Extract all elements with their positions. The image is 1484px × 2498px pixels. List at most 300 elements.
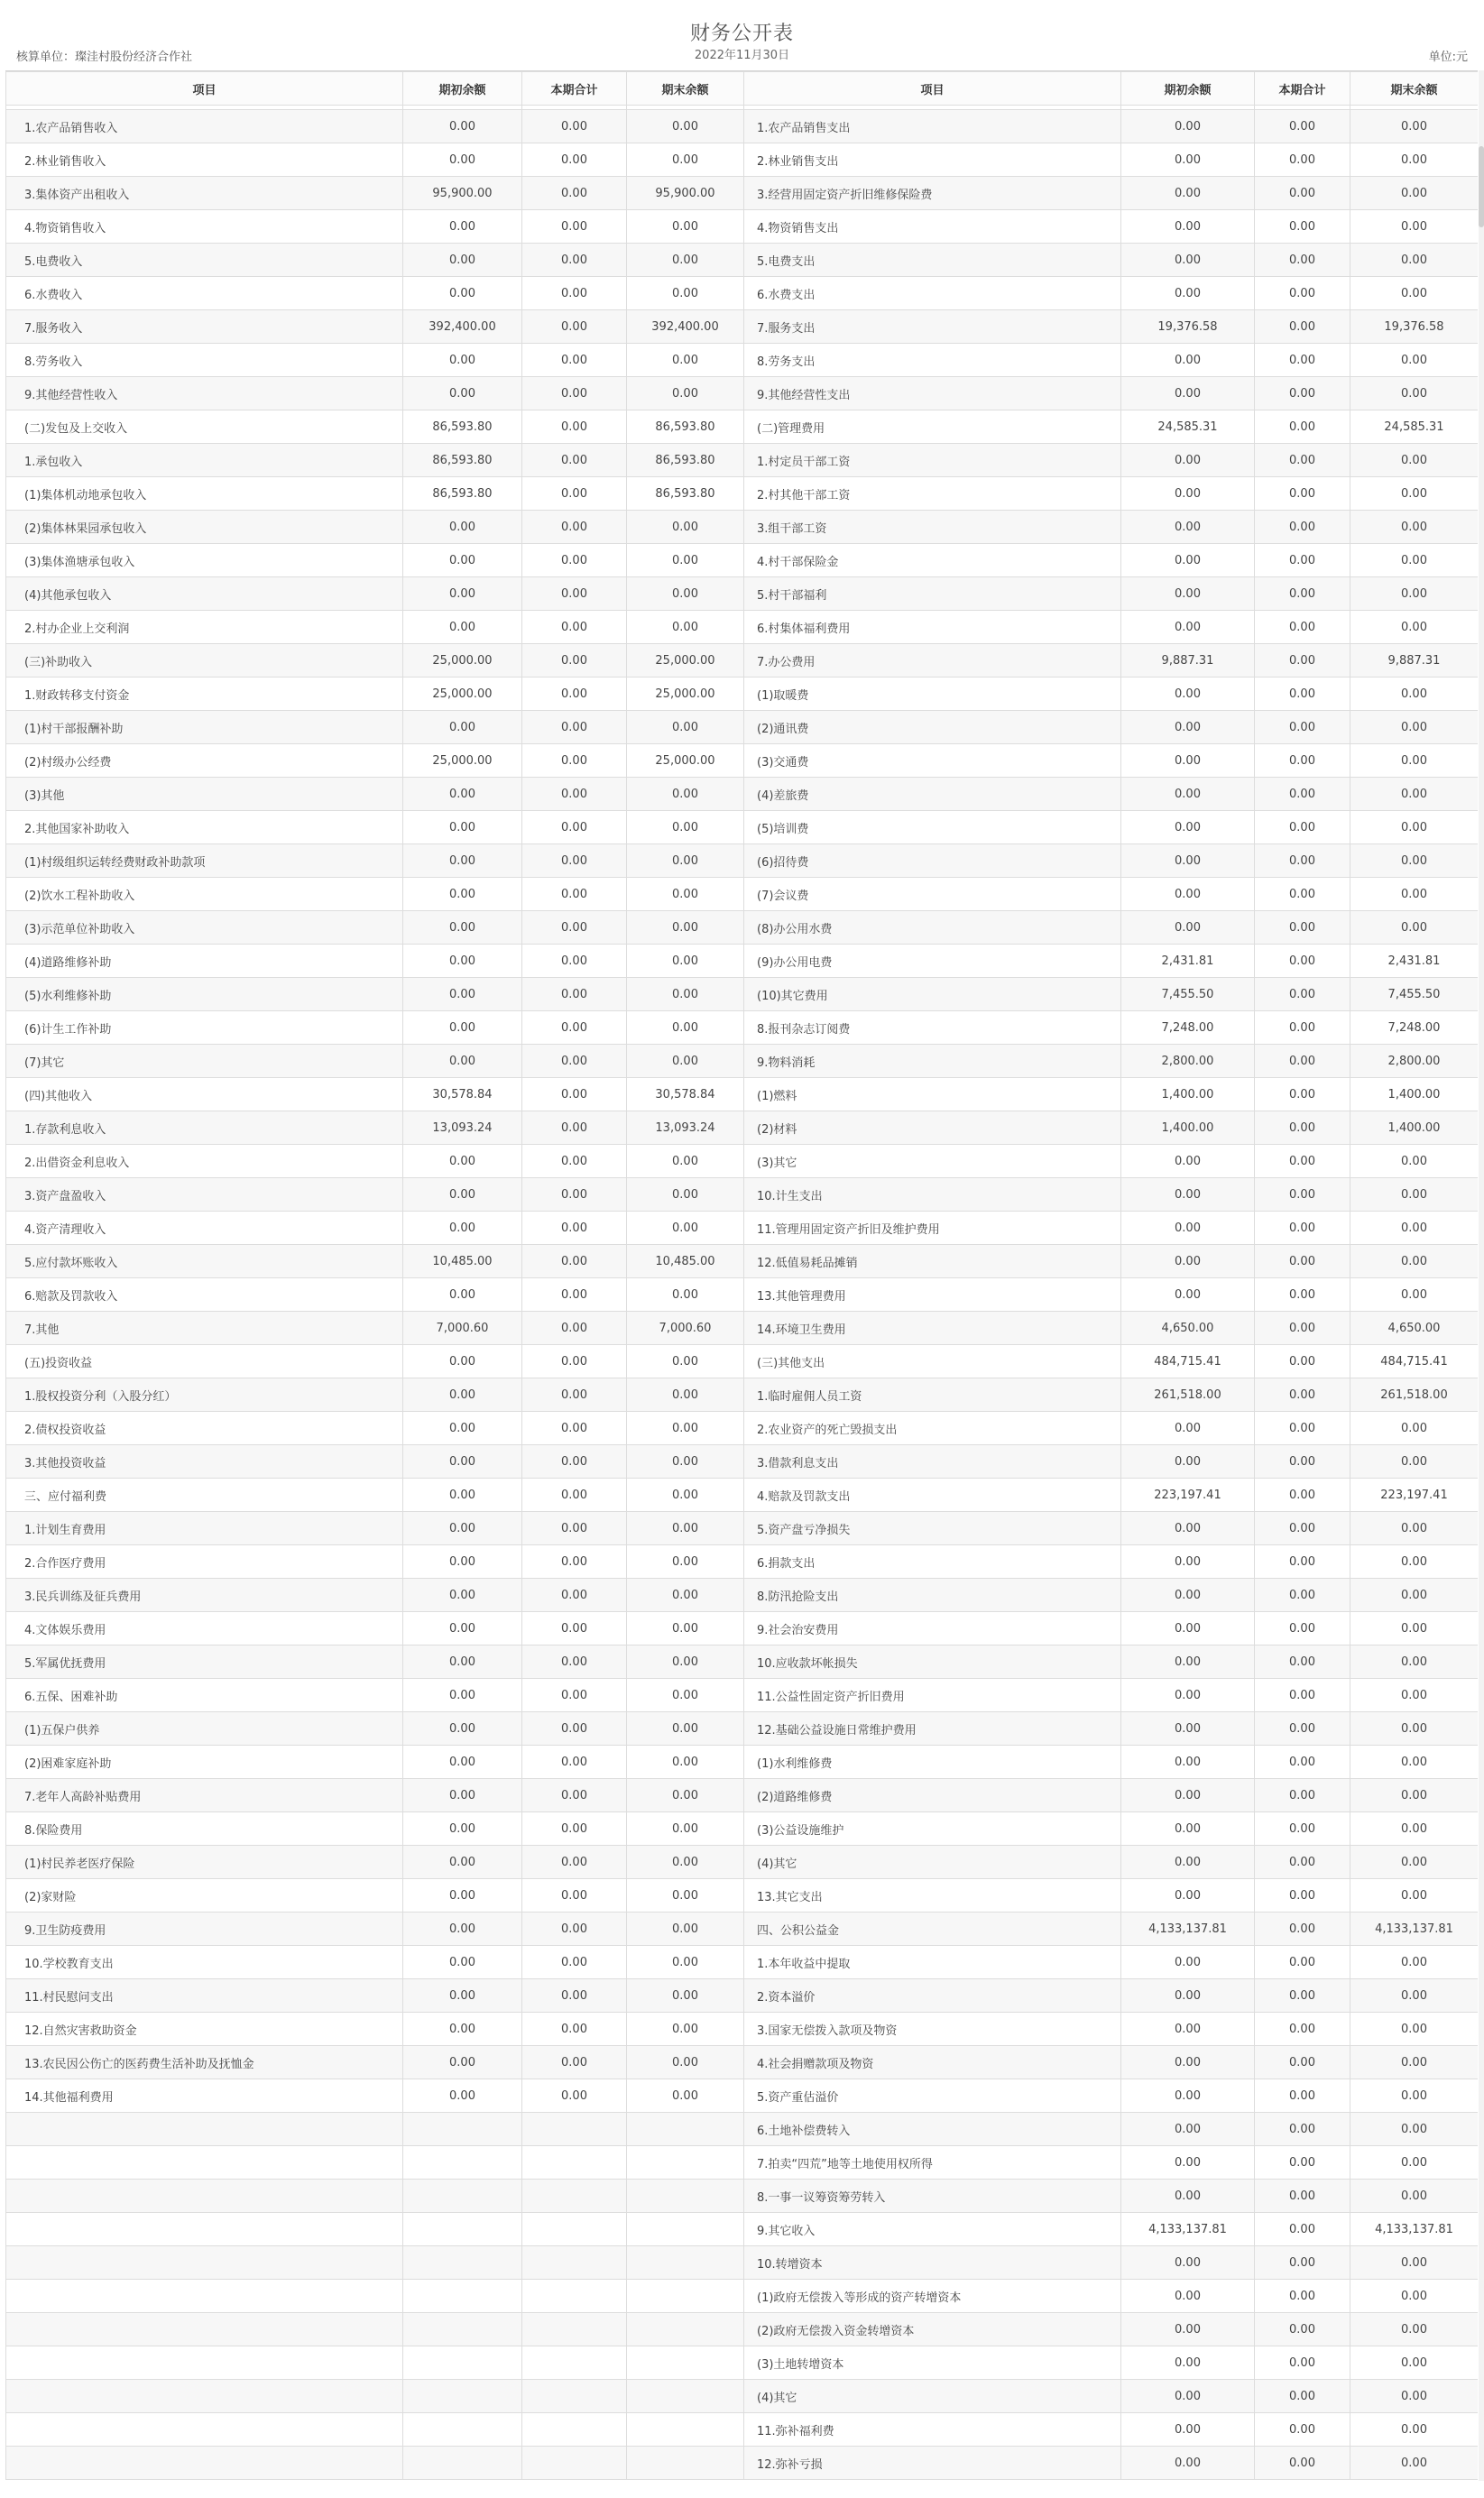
cell-opening-income: 10,485.00 <box>403 1245 522 1278</box>
cell-opening-income: 0.00 <box>403 1946 522 1979</box>
cell-period-income: 0.00 <box>522 1011 627 1045</box>
cell-period-income: 0.00 <box>522 2013 627 2046</box>
cell-item-income <box>6 2280 403 2313</box>
cell-period-expense: 0.00 <box>1255 2146 1350 2180</box>
cell-period-income <box>522 2213 627 2246</box>
cell-closing-expense: 7,455.50 <box>1350 978 1479 1011</box>
cell-item-income: (2)集体林果园承包收入 <box>6 511 403 544</box>
cell-closing-income: 0.00 <box>627 1545 744 1579</box>
cell-opening-income: 0.00 <box>403 1913 522 1946</box>
cell-period-expense: 0.00 <box>1255 1178 1350 1212</box>
cell-closing-income: 86,593.80 <box>627 444 744 477</box>
cell-closing-income: 0.00 <box>627 1746 744 1779</box>
cell-closing-expense: 0.00 <box>1350 2113 1479 2146</box>
cell-item-income: (7)其它 <box>6 1045 403 1078</box>
cell-period-income: 0.00 <box>522 444 627 477</box>
cell-closing-income: 0.00 <box>627 1512 744 1545</box>
cell-item-income: (1)村级组织运转经费财政补助款项 <box>6 844 403 878</box>
table-row <box>6 1946 1479 1979</box>
cell-period-expense: 0.00 <box>1255 744 1350 778</box>
cell-item-expense: (8)办公用水费 <box>744 911 1121 945</box>
cell-period-income: 0.00 <box>522 1979 627 2013</box>
cell-closing-expense: 0.00 <box>1350 1145 1479 1178</box>
cell-item-expense: 8.报刊杂志订阅费 <box>744 1011 1121 1045</box>
cell-closing-income: 0.00 <box>627 1846 744 1879</box>
cell-period-income: 0.00 <box>522 611 627 644</box>
cell-item-expense: 10.应收款坏帐损失 <box>744 1645 1121 1679</box>
cell-opening-expense: 0.00 <box>1121 2280 1255 2313</box>
finance-table-container[interactable] <box>5 70 1478 2482</box>
cell-closing-income: 0.00 <box>627 1212 744 1245</box>
cell-period-income: 0.00 <box>522 1378 627 1412</box>
cell-item-expense: 3.经营用固定资产折旧维修保险费 <box>744 177 1121 210</box>
cell-item-expense: 5.电费支出 <box>744 244 1121 277</box>
table-row <box>6 1145 1479 1178</box>
cell-closing-expense: 0.00 <box>1350 1212 1479 1245</box>
cell-opening-income: 0.00 <box>403 811 522 844</box>
cell-item-income: (2)家财险 <box>6 1879 403 1913</box>
table-row <box>6 1545 1479 1579</box>
cell-item-expense: 5.资产盘亏净损失 <box>744 1512 1121 1545</box>
table-row <box>6 945 1479 978</box>
cell-item-expense: 6.村集体福利费用 <box>744 611 1121 644</box>
cell-closing-expense: 484,715.41 <box>1350 1345 1479 1378</box>
cell-period-expense: 0.00 <box>1255 177 1350 210</box>
cell-opening-expense: 0.00 <box>1121 244 1255 277</box>
cell-closing-income: 0.00 <box>627 945 744 978</box>
cell-closing-expense: 0.00 <box>1350 1545 1479 1579</box>
table-row <box>6 1078 1479 1111</box>
cell-closing-income: 0.00 <box>627 577 744 611</box>
table-row <box>6 2246 1479 2280</box>
cell-opening-income: 0.00 <box>403 1812 522 1846</box>
cell-item-expense: 4.赔款及罚款支出 <box>744 1479 1121 1512</box>
table-row <box>6 1812 1479 1846</box>
cell-item-expense: 6.水费支出 <box>744 277 1121 310</box>
cell-period-income <box>522 2346 627 2380</box>
cell-closing-expense: 0.00 <box>1350 844 1479 878</box>
cell-item-expense: (3)交通费 <box>744 744 1121 778</box>
cell-opening-expense: 0.00 <box>1121 1712 1255 1746</box>
scrollbar-thumb[interactable] <box>1479 146 1484 227</box>
cell-opening-expense: 0.00 <box>1121 878 1255 911</box>
cell-item-expense: (3)公益设施维护 <box>744 1812 1121 1846</box>
cell-closing-income: 13,093.24 <box>627 1111 744 1145</box>
cell-period-income: 0.00 <box>522 1679 627 1712</box>
cell-item-expense: 4.村干部保险金 <box>744 544 1121 577</box>
cell-opening-income: 0.00 <box>403 1779 522 1812</box>
cell-item-income: 1.农产品销售收入 <box>6 110 403 143</box>
cell-closing-income <box>627 2346 744 2380</box>
cell-item-income: (1)五保户供养 <box>6 1712 403 1746</box>
cell-item-expense: 12.弥补亏损 <box>744 2447 1121 2480</box>
cell-item-income: 三、应付福利费 <box>6 1479 403 1512</box>
cell-item-expense: 7.服务支出 <box>744 310 1121 344</box>
cell-closing-income: 0.00 <box>627 277 744 310</box>
cell-opening-income: 0.00 <box>403 1679 522 1712</box>
cell-item-expense: (7)会议费 <box>744 878 1121 911</box>
cell-closing-income: 0.00 <box>627 1445 744 1479</box>
cell-item-expense: 2.村其他干部工资 <box>744 477 1121 511</box>
cell-opening-expense: 2,800.00 <box>1121 1045 1255 1078</box>
cell-opening-expense: 0.00 <box>1121 2146 1255 2180</box>
cell-opening-expense: 7,455.50 <box>1121 978 1255 1011</box>
cell-period-expense: 0.00 <box>1255 2046 1350 2079</box>
table-row <box>6 1645 1479 1679</box>
cell-item-income: 2.村办企业上交利润 <box>6 611 403 644</box>
cell-closing-income: 0.00 <box>627 1879 744 1913</box>
cell-period-expense: 0.00 <box>1255 1712 1350 1746</box>
table-row <box>6 344 1479 377</box>
cell-item-expense: 3.组干部工资 <box>744 511 1121 544</box>
cell-period-expense: 0.00 <box>1255 1645 1350 1679</box>
cell-opening-income: 0.00 <box>403 611 522 644</box>
cell-period-income: 0.00 <box>522 177 627 210</box>
cell-period-income: 0.00 <box>522 744 627 778</box>
cell-opening-expense: 0.00 <box>1121 1946 1255 1979</box>
cell-period-expense: 0.00 <box>1255 2313 1350 2346</box>
table-row <box>6 1746 1479 1779</box>
cell-closing-income: 0.00 <box>627 911 744 945</box>
table-row <box>6 1612 1479 1645</box>
table-row <box>6 2313 1479 2346</box>
cell-period-expense: 0.00 <box>1255 1812 1350 1846</box>
cell-item-expense: 6.捐款支出 <box>744 1545 1121 1579</box>
cell-closing-expense: 0.00 <box>1350 1812 1479 1846</box>
cell-opening-income: 95,900.00 <box>403 177 522 210</box>
table-row <box>6 1679 1479 1712</box>
cell-opening-income: 0.00 <box>403 1212 522 1245</box>
cell-item-expense: (2)材料 <box>744 1111 1121 1145</box>
cell-opening-expense: 4,650.00 <box>1121 1312 1255 1345</box>
cell-opening-income: 0.00 <box>403 1011 522 1045</box>
cell-opening-expense: 0.00 <box>1121 177 1255 210</box>
cell-item-income <box>6 2113 403 2146</box>
cell-period-income: 0.00 <box>522 1712 627 1746</box>
table-row <box>6 444 1479 477</box>
cell-opening-expense: 0.00 <box>1121 1779 1255 1812</box>
cell-closing-expense: 0.00 <box>1350 377 1479 410</box>
cell-period-expense: 0.00 <box>1255 377 1350 410</box>
cell-period-expense: 0.00 <box>1255 1746 1350 1779</box>
cell-closing-income <box>627 2113 744 2146</box>
cell-closing-expense: 9,887.31 <box>1350 644 1479 678</box>
cell-item-income: 10.学校教育支出 <box>6 1946 403 1979</box>
accounting-unit: 核算单位：璨洼村股份经济合作社 <box>16 51 193 64</box>
cell-period-income: 0.00 <box>522 644 627 678</box>
cell-opening-expense: 0.00 <box>1121 611 1255 644</box>
cell-period-income: 0.00 <box>522 911 627 945</box>
cell-closing-income: 0.00 <box>627 1045 744 1078</box>
cell-closing-income: 95,900.00 <box>627 177 744 210</box>
table-row <box>6 244 1479 277</box>
cell-closing-income: 0.00 <box>627 143 744 177</box>
cell-closing-income: 0.00 <box>627 1946 744 1979</box>
cell-closing-expense: 0.00 <box>1350 2313 1479 2346</box>
cell-opening-expense: 0.00 <box>1121 1812 1255 1846</box>
cell-opening-income: 0.00 <box>403 2079 522 2113</box>
cell-item-income <box>6 2313 403 2346</box>
table-row <box>6 1879 1479 1913</box>
cell-closing-expense: 0.00 <box>1350 444 1479 477</box>
cell-period-expense: 0.00 <box>1255 678 1350 711</box>
cell-item-expense: 2.农业资产的死亡毁损支出 <box>744 1412 1121 1445</box>
cell-period-income: 0.00 <box>522 878 627 911</box>
cell-period-expense: 0.00 <box>1255 1111 1350 1145</box>
cell-opening-income: 0.00 <box>403 1445 522 1479</box>
cell-period-income: 0.00 <box>522 577 627 611</box>
cell-item-income: (4)道路维修补助 <box>6 945 403 978</box>
cell-item-income: 2.其他国家补助收入 <box>6 811 403 844</box>
cell-item-expense: (4)差旅费 <box>744 778 1121 811</box>
cell-closing-expense: 0.00 <box>1350 1679 1479 1712</box>
cell-period-expense: 0.00 <box>1255 143 1350 177</box>
table-row <box>6 2346 1479 2380</box>
cell-item-income: (二)发包及上交收入 <box>6 410 403 444</box>
col-header-closing-balance-expense: 期末余额 <box>1350 72 1479 106</box>
cell-opening-income <box>403 2113 522 2146</box>
cell-opening-income: 13,093.24 <box>403 1111 522 1145</box>
cell-closing-expense: 0.00 <box>1350 678 1479 711</box>
cell-item-expense: 10.计生支出 <box>744 1178 1121 1212</box>
cell-opening-expense: 4,133,137.81 <box>1121 2213 1255 2246</box>
table-row <box>6 277 1479 310</box>
cell-item-expense: 9.物料消耗 <box>744 1045 1121 1078</box>
cell-opening-expense: 0.00 <box>1121 1245 1255 1278</box>
cell-period-expense: 0.00 <box>1255 1612 1350 1645</box>
cell-opening-expense: 0.00 <box>1121 2180 1255 2213</box>
cell-opening-income: 0.00 <box>403 711 522 744</box>
cell-opening-income: 0.00 <box>403 1278 522 1312</box>
table-row <box>6 2447 1479 2480</box>
cell-closing-expense: 0.00 <box>1350 1879 1479 1913</box>
cell-item-income <box>6 2413 403 2447</box>
cell-closing-income: 0.00 <box>627 1479 744 1512</box>
cell-period-income <box>522 2146 627 2180</box>
cell-item-expense: 3.借款利息支出 <box>744 1445 1121 1479</box>
cell-period-income: 0.00 <box>522 945 627 978</box>
cell-period-income: 0.00 <box>522 277 627 310</box>
cell-opening-income: 0.00 <box>403 2046 522 2079</box>
cell-opening-income: 0.00 <box>403 1579 522 1612</box>
cell-closing-income: 25,000.00 <box>627 678 744 711</box>
cell-period-expense: 0.00 <box>1255 110 1350 143</box>
cell-period-expense: 0.00 <box>1255 1212 1350 1245</box>
cell-closing-expense: 0.00 <box>1350 2146 1479 2180</box>
cell-opening-expense: 0.00 <box>1121 2013 1255 2046</box>
table-row <box>6 678 1479 711</box>
cell-closing-income: 86,593.80 <box>627 477 744 511</box>
cell-period-expense: 0.00 <box>1255 2013 1350 2046</box>
cell-item-income: (2)饮水工程补助收入 <box>6 878 403 911</box>
cell-opening-income: 25,000.00 <box>403 644 522 678</box>
table-row <box>6 2213 1479 2246</box>
cell-closing-expense: 0.00 <box>1350 110 1479 143</box>
cell-opening-income: 0.00 <box>403 577 522 611</box>
cell-closing-income: 0.00 <box>627 1679 744 1712</box>
cell-item-income: 2.出借资金利息收入 <box>6 1145 403 1178</box>
cell-item-expense: 4.物资销售支出 <box>744 210 1121 244</box>
cell-closing-expense: 0.00 <box>1350 711 1479 744</box>
cell-period-expense: 0.00 <box>1255 2280 1350 2313</box>
cell-item-income: 4.资产清理收入 <box>6 1212 403 1245</box>
cell-item-expense: (二)管理费用 <box>744 410 1121 444</box>
table-row <box>6 2413 1479 2447</box>
cell-opening-expense: 0.00 <box>1121 1178 1255 1212</box>
cell-opening-income: 0.00 <box>403 1545 522 1579</box>
cell-opening-expense: 0.00 <box>1121 1746 1255 1779</box>
cell-closing-expense: 0.00 <box>1350 1612 1479 1645</box>
cell-item-expense: 11.弥补福利费 <box>744 2413 1121 2447</box>
cell-period-expense: 0.00 <box>1255 945 1350 978</box>
table-row <box>6 1011 1479 1045</box>
cell-opening-income: 0.00 <box>403 1345 522 1378</box>
cell-closing-expense: 0.00 <box>1350 1445 1479 1479</box>
cell-period-expense: 0.00 <box>1255 244 1350 277</box>
cell-period-income <box>522 2313 627 2346</box>
table-row <box>6 1846 1479 1879</box>
cell-period-expense: 0.00 <box>1255 644 1350 678</box>
cell-item-income: 9.其他经营性收入 <box>6 377 403 410</box>
cell-period-expense: 0.00 <box>1255 1412 1350 1445</box>
cell-closing-expense: 0.00 <box>1350 544 1479 577</box>
cell-closing-expense: 0.00 <box>1350 2079 1479 2113</box>
cell-item-expense: (4)其它 <box>744 1846 1121 1879</box>
cell-opening-expense: 0.00 <box>1121 1579 1255 1612</box>
cell-opening-expense: 7,248.00 <box>1121 1011 1255 1045</box>
cell-item-expense: 13.其他管理费用 <box>744 1278 1121 1312</box>
cell-closing-expense: 0.00 <box>1350 2280 1479 2313</box>
cell-period-expense: 0.00 <box>1255 2213 1350 2246</box>
cell-period-income: 0.00 <box>522 1846 627 1879</box>
table-row <box>6 1779 1479 1812</box>
cell-period-expense: 0.00 <box>1255 210 1350 244</box>
cell-item-expense: (1)燃料 <box>744 1078 1121 1111</box>
cell-opening-income <box>403 2313 522 2346</box>
cell-period-income: 0.00 <box>522 244 627 277</box>
cell-period-income: 0.00 <box>522 1479 627 1512</box>
table-row <box>6 110 1479 143</box>
cell-item-income: 2.合作医疗费用 <box>6 1545 403 1579</box>
cell-period-expense: 0.00 <box>1255 1679 1350 1712</box>
cell-item-expense: 12.低值易耗品摊销 <box>744 1245 1121 1278</box>
cell-closing-income: 0.00 <box>627 1812 744 1846</box>
cell-closing-income: 0.00 <box>627 878 744 911</box>
cell-period-income: 0.00 <box>522 1645 627 1679</box>
cell-period-expense: 0.00 <box>1255 878 1350 911</box>
table-row <box>6 711 1479 744</box>
cell-item-expense: 8.一事一议筹资筹劳转入 <box>744 2180 1121 2213</box>
cell-item-expense: 6.土地补偿费转入 <box>744 2113 1121 2146</box>
cell-item-expense: (3)土地转增资本 <box>744 2346 1121 2380</box>
cell-opening-income: 0.00 <box>403 277 522 310</box>
table-row <box>6 1212 1479 1245</box>
cell-opening-expense: 9,887.31 <box>1121 644 1255 678</box>
cell-period-income: 0.00 <box>522 1245 627 1278</box>
cell-item-income: (4)其他承包收入 <box>6 577 403 611</box>
cell-period-expense: 0.00 <box>1255 2413 1350 2447</box>
col-header-opening-balance-expense: 期初余额 <box>1121 72 1255 106</box>
cell-item-income: 7.服务收入 <box>6 310 403 344</box>
cell-item-income: 11.村民慰问支出 <box>6 1979 403 2013</box>
table-row <box>6 1345 1479 1378</box>
cell-opening-income: 0.00 <box>403 110 522 143</box>
cell-opening-income: 0.00 <box>403 1612 522 1645</box>
cell-closing-expense: 0.00 <box>1350 2180 1479 2213</box>
cell-item-income: 8.保险费用 <box>6 1812 403 1846</box>
cell-closing-expense: 0.00 <box>1350 778 1479 811</box>
cell-closing-income <box>627 2447 744 2480</box>
cell-opening-income: 0.00 <box>403 1846 522 1879</box>
col-header-item-income: 项目 <box>6 72 403 106</box>
cell-opening-income <box>403 2447 522 2480</box>
cell-closing-income: 0.00 <box>627 2079 744 2113</box>
cell-opening-income: 0.00 <box>403 1512 522 1545</box>
cell-closing-income: 86,593.80 <box>627 410 744 444</box>
cell-item-income <box>6 2346 403 2380</box>
cell-opening-expense: 0.00 <box>1121 911 1255 945</box>
cell-opening-expense: 2,431.81 <box>1121 945 1255 978</box>
cell-opening-income: 0.00 <box>403 511 522 544</box>
table-row <box>6 577 1479 611</box>
cell-period-income <box>522 2280 627 2313</box>
cell-period-income <box>522 2113 627 2146</box>
cell-period-expense: 0.00 <box>1255 2180 1350 2213</box>
cell-opening-income <box>403 2180 522 2213</box>
cell-item-expense: 13.其它支出 <box>744 1879 1121 1913</box>
cell-opening-income <box>403 2213 522 2246</box>
table-row <box>6 844 1479 878</box>
col-header-closing-balance-income: 期末余额 <box>627 72 744 106</box>
cell-period-income <box>522 2180 627 2213</box>
cell-item-income: 8.劳务收入 <box>6 344 403 377</box>
cell-closing-expense: 1,400.00 <box>1350 1111 1479 1145</box>
cell-opening-income: 0.00 <box>403 210 522 244</box>
cell-period-income: 0.00 <box>522 377 627 410</box>
vertical-scrollbar[interactable] <box>1479 70 1484 2481</box>
cell-closing-expense: 19,376.58 <box>1350 310 1479 344</box>
cell-opening-income: 0.00 <box>403 911 522 945</box>
table-header-row <box>6 72 1479 106</box>
table-row <box>6 878 1479 911</box>
cell-closing-income: 10,485.00 <box>627 1245 744 1278</box>
cell-period-income <box>522 2413 627 2447</box>
cell-period-expense: 0.00 <box>1255 1145 1350 1178</box>
cell-opening-expense: 0.00 <box>1121 1879 1255 1913</box>
cell-period-expense: 0.00 <box>1255 778 1350 811</box>
cell-period-expense: 0.00 <box>1255 577 1350 611</box>
table-row <box>6 544 1479 577</box>
table-row <box>6 2013 1479 2046</box>
cell-closing-expense: 0.00 <box>1350 811 1479 844</box>
cell-closing-expense: 0.00 <box>1350 1645 1479 1679</box>
cell-closing-expense: 0.00 <box>1350 2447 1479 2480</box>
cell-opening-expense: 484,715.41 <box>1121 1345 1255 1378</box>
cell-opening-income: 0.00 <box>403 1479 522 1512</box>
cell-period-income: 0.00 <box>522 1913 627 1946</box>
cell-item-expense: 12.基础公益设施日常维护费用 <box>744 1712 1121 1746</box>
cell-period-income: 0.00 <box>522 811 627 844</box>
cell-item-income: (五)投资收益 <box>6 1345 403 1378</box>
cell-period-expense: 0.00 <box>1255 978 1350 1011</box>
cell-opening-expense: 0.00 <box>1121 2246 1255 2280</box>
cell-item-income: 3.民兵训练及征兵费用 <box>6 1579 403 1612</box>
cell-closing-income: 0.00 <box>627 1645 744 1679</box>
cell-closing-expense: 0.00 <box>1350 2346 1479 2380</box>
cell-item-expense: 5.村干部福利 <box>744 577 1121 611</box>
cell-item-income: 1.承包收入 <box>6 444 403 477</box>
cell-item-expense: 4.社会捐赠款项及物资 <box>744 2046 1121 2079</box>
